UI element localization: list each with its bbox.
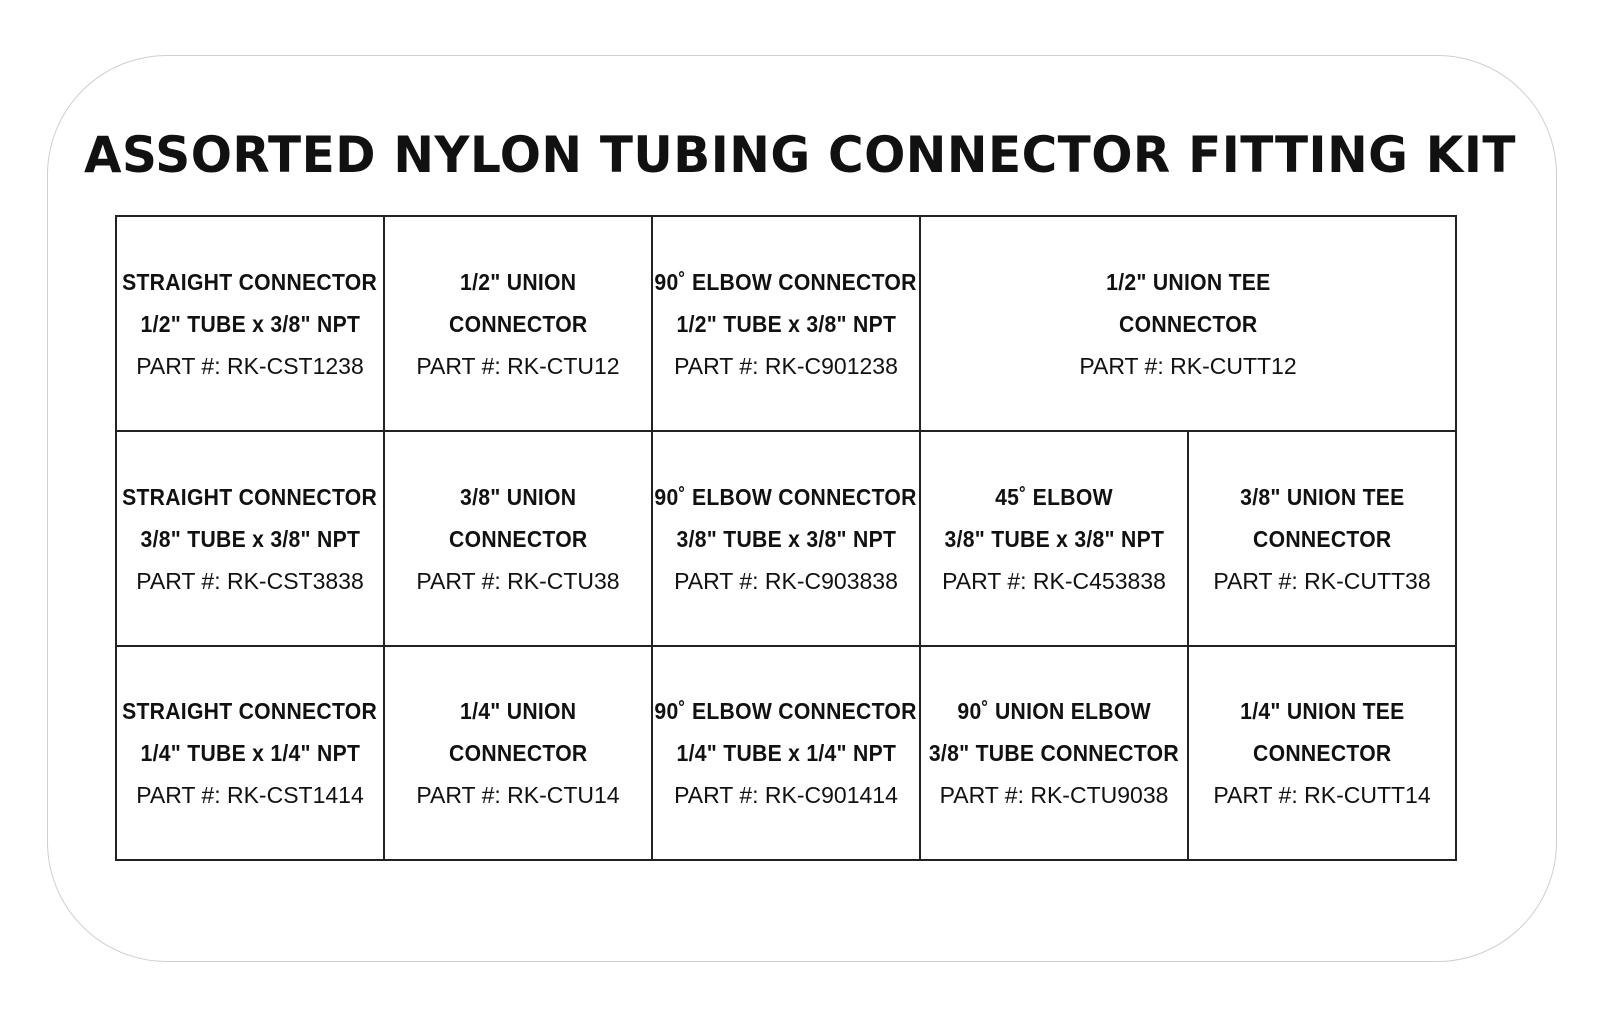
parts-table <box>115 215 1500 861</box>
fitting-size: 3/8" TUBE x 3/8" NPT <box>140 525 360 552</box>
table-cell <box>919 215 1457 432</box>
table-cell <box>115 430 385 647</box>
table-cell <box>919 430 1189 647</box>
fitting-name: STRAIGHT CONNECTOR <box>122 268 378 295</box>
part-number: PART #: RK-CTU14 <box>416 782 620 808</box>
table-cell <box>115 215 385 432</box>
part-number: PART #: RK-C453838 <box>942 567 1166 594</box>
part-number: PART #: RK-CTU12 <box>416 352 620 379</box>
fitting-size: 3/8" TUBE CONNECTOR <box>928 740 1180 766</box>
part-number: PART #: RK-C901238 <box>674 352 898 379</box>
fitting-name: 3/8" UNION <box>459 483 577 510</box>
fitting-size: CONNECTOR <box>448 740 588 766</box>
fitting-size: CONNECTOR <box>1252 525 1392 552</box>
part-number: PART #: RK-CST1238 <box>136 352 364 379</box>
fitting-name: STRAIGHT CONNECTOR <box>122 483 378 510</box>
part-number: PART #: RK-CUTT12 <box>1079 352 1297 379</box>
fitting-name: 90˚ UNION ELBOW <box>957 698 1151 724</box>
fitting-name: STRAIGHT CONNECTOR <box>122 698 378 724</box>
fitting-size: 1/4" TUBE x 1/4" NPT <box>140 740 360 766</box>
table-cell <box>383 430 653 647</box>
part-number: PART #: RK-CUTT14 <box>1213 782 1431 808</box>
part-number: PART #: RK-CTU38 <box>416 567 620 594</box>
fitting-size: 1/4" TUBE x 1/4" NPT <box>676 740 896 766</box>
fitting-name: 1/4" UNION TEE <box>1239 698 1405 724</box>
fitting-size: 3/8" TUBE x 3/8" NPT <box>944 525 1164 552</box>
fitting-size: 1/2" TUBE x 3/8" NPT <box>676 310 896 337</box>
fitting-size: 1/2" TUBE x 3/8" NPT <box>140 310 360 337</box>
table-cell <box>651 645 921 861</box>
part-number: PART #: RK-C903838 <box>674 567 898 594</box>
table-cell <box>1187 430 1457 647</box>
table-cell <box>383 645 653 861</box>
page-title: ASSORTED NYLON TUBING CONNECTOR FITTING KIT <box>84 126 1516 184</box>
fitting-name: 3/8" UNION TEE <box>1239 483 1405 510</box>
table-cell <box>919 645 1189 861</box>
fitting-size: CONNECTOR <box>448 310 588 337</box>
part-number: PART #: RK-CUTT38 <box>1213 567 1431 594</box>
table-cell <box>383 215 653 432</box>
part-number: PART #: RK-CST1414 <box>136 782 364 808</box>
part-number: PART #: RK-CTU9038 <box>939 782 1169 808</box>
fitting-size: 3/8" TUBE x 3/8" NPT <box>676 525 896 552</box>
fitting-name: 1/2" UNION <box>459 268 577 295</box>
table-cell <box>115 645 385 861</box>
fitting-size: CONNECTOR <box>1118 310 1258 337</box>
table-cell <box>651 215 921 432</box>
table-cell <box>1187 645 1457 861</box>
fitting-size: CONNECTOR <box>1252 740 1392 766</box>
fitting-name: 1/2" UNION TEE <box>1105 268 1271 295</box>
part-number: PART #: RK-C901414 <box>674 782 898 808</box>
fitting-name: 90˚ ELBOW CONNECTOR <box>654 698 918 724</box>
table-cell <box>651 430 921 647</box>
fitting-name: 90˚ ELBOW CONNECTOR <box>654 268 918 295</box>
fitting-name: 45˚ ELBOW <box>995 483 1113 510</box>
fitting-name: 1/4" UNION <box>459 698 577 724</box>
part-number: PART #: RK-CST3838 <box>136 567 364 594</box>
fitting-name: 90˚ ELBOW CONNECTOR <box>654 483 918 510</box>
fitting-size: CONNECTOR <box>448 525 588 552</box>
